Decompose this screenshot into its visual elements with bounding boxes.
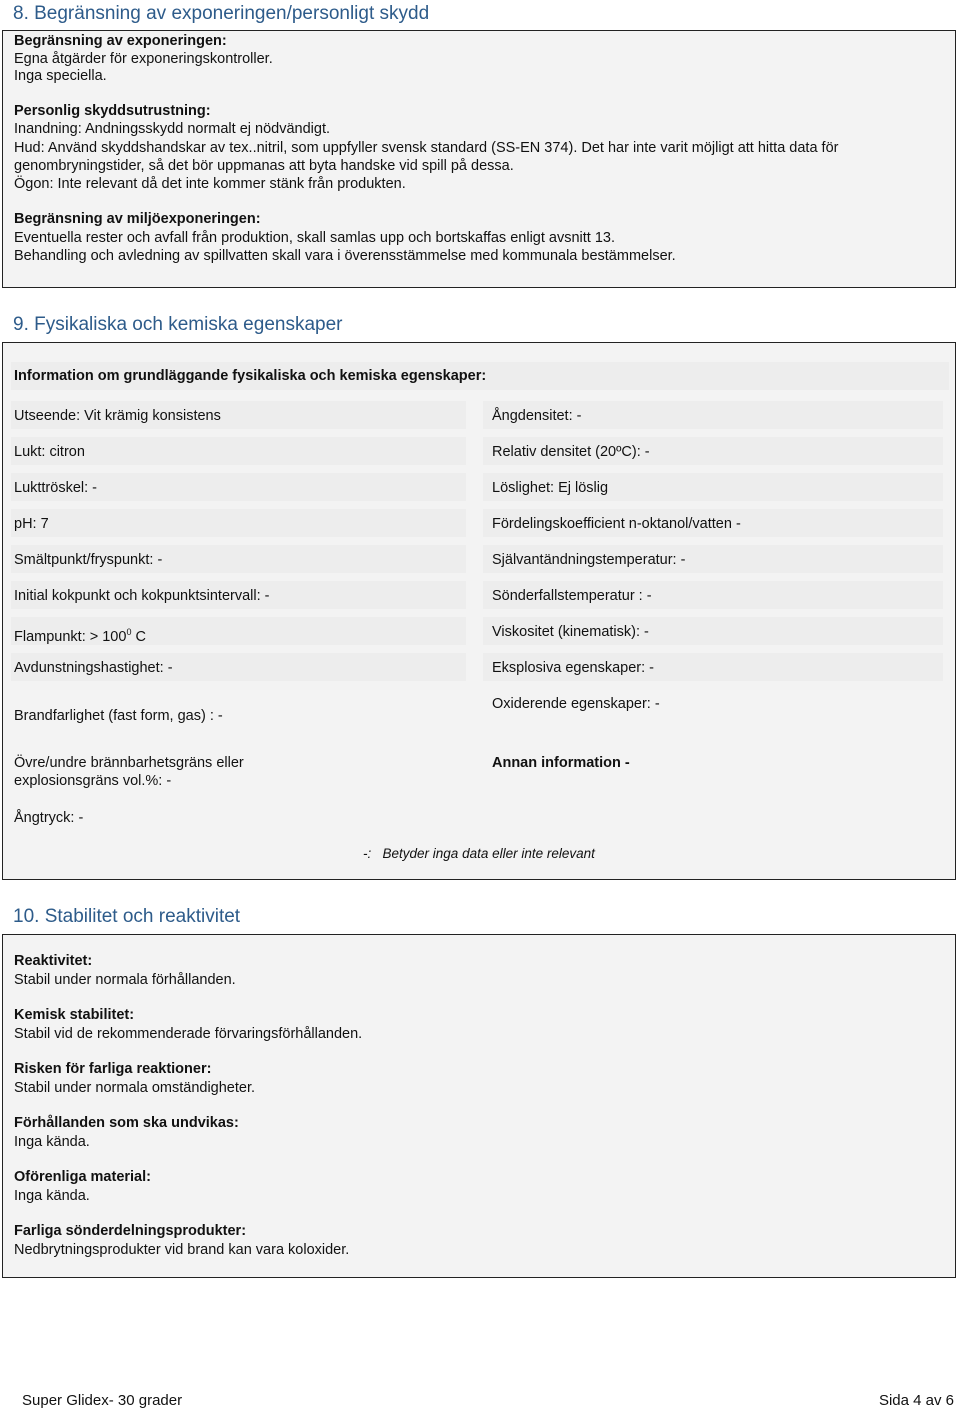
ppe-skin: Hud: Använd skyddshandskar av tex..nitril, som uppfyller svensk standard (SS-EN 374). Det har inte varit möjligt att hitta data för genombryningstider, så det bör uppmanas att byta handske vid spill på dessa. [14,140,839,174]
env-text-1: Eventuella rester och avfall från produktion, skall samlas upp och bortskaffas enligt avsnitt 13. [14,230,615,246]
section-9-box [2,342,956,880]
prop-ph: pH: 7 [14,516,49,532]
incompatible-heading: Oförenliga material: [14,1169,151,1185]
ppe-heading: Personlig skyddsutrustning: [14,103,211,119]
prop-vapour-pressure: Ångtryck: - [14,810,84,826]
prop-oxidising: Oxiderende egenskaper: - [492,696,660,712]
footer-page-number: Sida 4 av 6 [878,1392,954,1409]
section-10-title: 10. Stabilitet och reaktivitet [13,906,241,927]
reactivity-text: Stabil under normala förhållanden. [14,972,236,988]
hazardous-reactions-text: Stabil under normala omständigheter. [14,1080,256,1096]
prop-boiling-point: Initial kokpunkt och kokpunktsintervall: - [14,588,270,604]
conditions-avoid-text: Inga kända. [14,1134,90,1150]
conditions-avoid-heading: Förhållanden som ska undvikas: [14,1115,239,1131]
env-exposure-heading: Begränsning av miljöexponeringen: [14,211,261,227]
stability-heading: Kemisk stabilitet: [14,1007,135,1023]
exposure-text-2: Inga speciella. [14,68,107,84]
reactivity-heading: Reaktivitet: [14,953,93,969]
prop-odour: Lukt: citron [14,444,85,460]
prop-other-info: Annan information - [492,755,630,771]
exposure-heading: Begränsning av exponeringen: [14,33,227,49]
prop-decomposition: Sönderfallstemperatur : - [492,588,652,604]
prop-appearance: Utseende: Vit krämig konsistens [14,408,221,424]
properties-intro: Information om grundläggande fysikaliska och kemiska egenskaper: [14,368,487,384]
ppe-inhalation: Inandning: Andningsskydd normalt ej nödvändigt. [14,121,330,137]
decomposition-text: Nedbrytningsprodukter vid brand kan vara koloxider. [14,1242,350,1258]
prop-explosive: Eksplosiva egenskaper: - [492,660,654,676]
footer-product: Super Glidex- 30 grader [22,1392,183,1409]
section-8-box [2,30,956,288]
incompatible-text: Inga kända. [14,1188,90,1204]
stability-text: Stabil vid de rekommenderade förvaringsförhållanden. [14,1026,363,1042]
prop-solubility: Löslighet: Ej löslig [492,480,609,496]
prop-relative-density: Relativ densitet (20ºC): - [492,444,650,460]
prop-explosion-limits-1: Övre/undre brännbarhetsgräns eller [14,755,244,771]
prop-odour-threshold: Lukttröskel: - [14,480,97,496]
prop-autoignition: Självantändningstemperatur: - [492,552,686,568]
prop-viscosity: Viskositet (kinematisk): - [492,624,649,640]
hazardous-reactions-heading: Risken för farliga reaktioner: [14,1061,212,1077]
ppe-eyes: Ögon: Inte relevant då det inte kommer stänk från produkten. [14,176,406,192]
legend-note: -: Betyder inga data eller inte relevant [363,846,595,861]
prop-explosion-limits-2: explosionsgräns vol.%: - [14,773,172,789]
prop-partition-coefficient: Fördelingskoefficient n-oktanol/vatten - [492,516,741,532]
prop-vapour-density: Ångdensitet: - [492,408,582,424]
prop-evaporation-rate: Avdunstningshastighet: - [14,660,173,676]
prop-flammability: Brandfarlighet (fast form, gas) : - [14,708,223,724]
section-8-title: 8. Begränsning av exponeringen/personligt skydd [13,3,430,24]
prop-melting-point: Smältpunkt/fryspunkt: - [14,552,163,568]
decomposition-heading: Farliga sönderdelningsprodukter: [14,1223,247,1239]
exposure-text-1: Egna åtgärder för exponeringskontroller. [14,51,273,67]
section-10-box [2,934,956,1278]
env-text-2: Behandling och avledning av spillvatten skall vara i överensstämmelse med kommunala bestämmelser. [14,248,676,264]
prop-flash-point: Flampunkt: > $100^0$ C [14,627,146,645]
section-9-title: 9. Fysikaliska och kemiska egenskaper [13,314,343,335]
